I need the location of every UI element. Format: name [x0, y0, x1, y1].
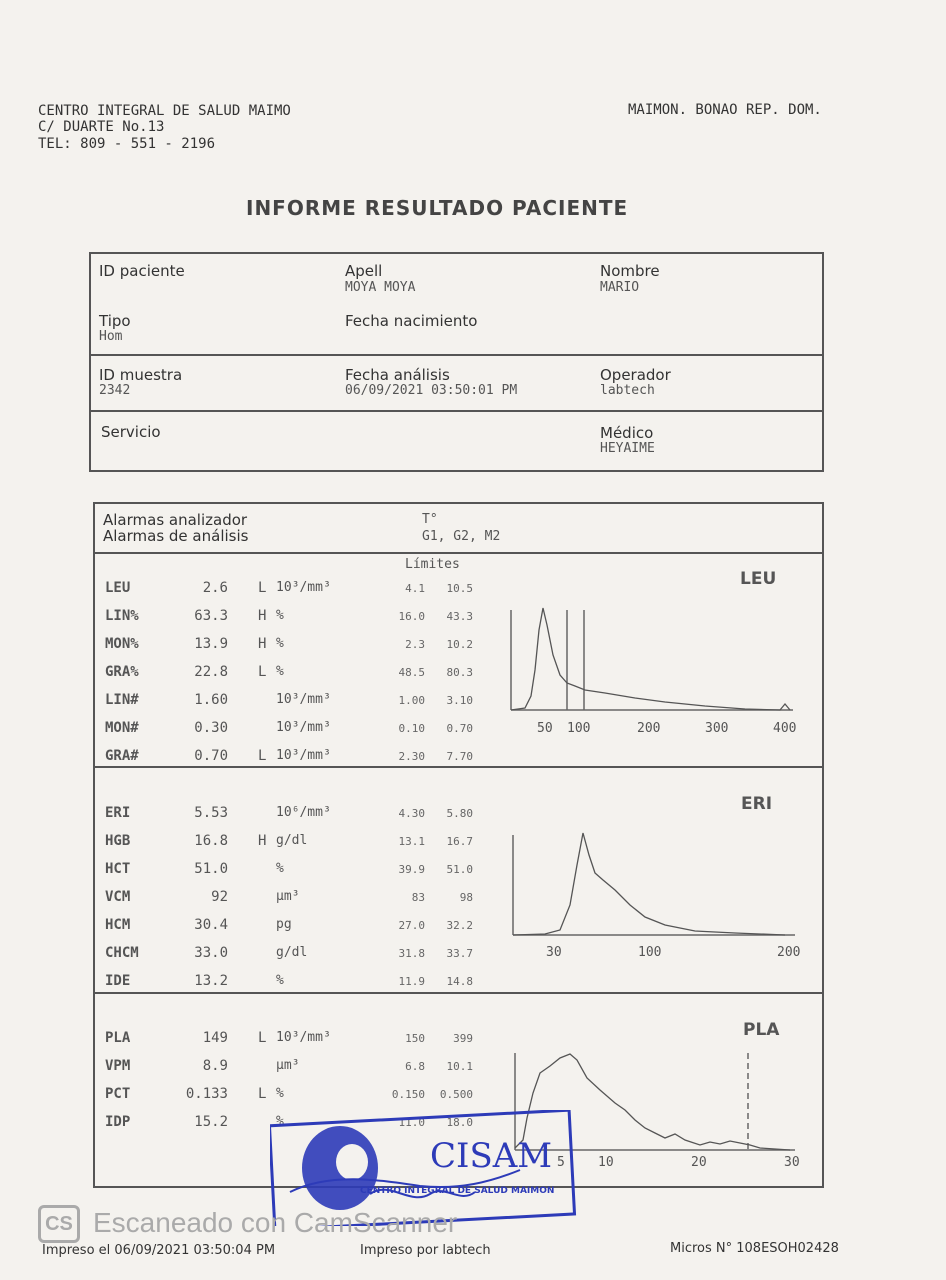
param-unit: %: [276, 1086, 284, 1101]
param-unit: µm³: [276, 1058, 300, 1073]
leu-tick: 200: [637, 721, 661, 736]
param-high-limit: 98: [459, 891, 473, 904]
pla-section-label: PLA: [743, 1020, 780, 1040]
param-high-limit: 10.2: [446, 638, 473, 651]
param-low-limit: 2.30: [398, 750, 425, 763]
leu-histogram: [505, 600, 805, 715]
param-name: HGB: [105, 833, 131, 849]
pla-tick: 20: [691, 1155, 707, 1170]
analysis-alarms-label: Alarmas de análisis: [103, 527, 249, 545]
type-value: Hom: [99, 329, 123, 344]
divider: [90, 354, 822, 356]
param-value: 149: [202, 1030, 228, 1046]
patient-id-label: ID paciente: [99, 262, 185, 280]
param-low-limit: 2.3: [405, 638, 425, 651]
printed-date: Impreso el 06/09/2021 03:50:04 PM: [42, 1243, 276, 1258]
param-low-limit: 0.10: [398, 722, 425, 735]
param-name: GRA%: [105, 664, 139, 680]
param-low-limit: 31.8: [398, 947, 425, 960]
param-low-limit: 27.0: [398, 919, 425, 932]
printed-by: Impreso por labtech: [360, 1243, 491, 1258]
param-high-limit: 0.500: [439, 1088, 473, 1101]
param-unit: %: [276, 664, 284, 679]
param-high-limit: 3.10: [446, 694, 473, 707]
stamp-brand: CISAM: [430, 1136, 553, 1176]
type-label: Tipo: [99, 312, 131, 330]
param-value: 63.3: [194, 608, 228, 624]
param-unit: 10³/mm³: [276, 1030, 331, 1045]
eri-tick: 200: [777, 945, 801, 960]
stamp-subtitle: CENTRO INTEGRAL DE SALUD MAIMON: [360, 1186, 555, 1196]
analysis-date-value: 06/09/2021 03:50:01 PM: [345, 383, 518, 398]
device-serial: Micros N° 108ESOH02428: [670, 1241, 839, 1256]
service-label: Servicio: [101, 423, 161, 441]
param-unit: 10³/mm³: [276, 748, 331, 763]
param-unit: 10³/mm³: [276, 692, 331, 707]
param-unit: µm³: [276, 889, 300, 904]
param-value: 0.30: [194, 720, 228, 736]
analysis-date-label: Fecha análisis: [345, 366, 450, 384]
param-value: 13.9: [194, 636, 228, 652]
param-name: LEU: [105, 580, 131, 596]
param-value: 13.2: [194, 973, 228, 989]
param-unit: 10³/mm³: [276, 720, 331, 735]
eri-section-label: ERI: [741, 794, 773, 814]
param-unit: 10³/mm³: [276, 580, 331, 595]
param-unit: %: [276, 1114, 284, 1129]
param-name: HCM: [105, 917, 131, 933]
param-low-limit: 0.150: [391, 1088, 425, 1101]
param-low-limit: 16.0: [398, 610, 425, 623]
param-name: LIN#: [105, 692, 139, 708]
param-name: IDP: [105, 1114, 131, 1130]
doctor-value: HEYAIME: [600, 441, 655, 456]
param-high-limit: 51.0: [446, 863, 473, 876]
param-unit: %: [276, 861, 284, 876]
param-unit: g/dl: [276, 945, 308, 960]
param-value: 16.8: [194, 833, 228, 849]
param-unit: pg: [276, 917, 292, 932]
param-high-limit: 43.3: [446, 610, 473, 623]
leu-tick: 300: [705, 721, 729, 736]
name-label: Nombre: [600, 262, 660, 280]
param-low-limit: 150: [405, 1032, 425, 1045]
param-value: 22.8: [194, 664, 228, 680]
param-name: VCM: [105, 889, 131, 905]
eri-tick: 100: [638, 945, 662, 960]
param-flag: L: [258, 580, 267, 596]
param-high-limit: 18.0: [446, 1116, 473, 1129]
operator-label: Operador: [600, 366, 671, 384]
param-high-limit: 16.7: [446, 835, 473, 848]
param-unit: 10⁶/mm³: [276, 805, 331, 820]
param-low-limit: 83: [411, 891, 425, 904]
param-name: LIN%: [105, 608, 139, 624]
param-low-limit: 48.5: [398, 666, 425, 679]
param-high-limit: 399: [453, 1032, 473, 1045]
analyzer-alarms-label: Alarmas analizador: [103, 511, 248, 529]
sample-label: ID muestra: [99, 366, 183, 384]
param-low-limit: 11.9: [398, 975, 425, 988]
param-value: 30.4: [194, 917, 228, 933]
divider: [94, 992, 822, 994]
param-name: MON#: [105, 720, 139, 736]
param-low-limit: 39.9: [398, 863, 425, 876]
param-low-limit: 13.1: [398, 835, 425, 848]
param-high-limit: 33.7: [446, 947, 473, 960]
pla-tick: 30: [784, 1155, 800, 1170]
eri-tick: 30: [546, 945, 562, 960]
param-unit: %: [276, 636, 284, 651]
param-low-limit: 1.00: [398, 694, 425, 707]
param-high-limit: 5.80: [446, 807, 473, 820]
leu-section-label: LEU: [740, 569, 777, 589]
param-value: 2.6: [202, 580, 228, 596]
eri-histogram: [505, 825, 805, 940]
limits-label: Límites: [405, 557, 460, 572]
param-name: PCT: [105, 1086, 131, 1102]
leu-curve: [511, 608, 790, 710]
param-name: MON%: [105, 636, 139, 652]
patient-info-box: [89, 252, 824, 472]
param-name: PLA: [105, 1030, 131, 1046]
temperature-label: T°: [422, 512, 438, 527]
divider: [94, 552, 822, 554]
name-value: MARIO: [600, 280, 640, 295]
operator-value: labtech: [600, 383, 655, 398]
leu-tick: 50: [537, 721, 553, 736]
clinic-address: C/ DUARTE No.13: [38, 119, 165, 135]
param-high-limit: 0.70: [446, 722, 473, 735]
param-name: GRA#: [105, 748, 139, 764]
param-value: 1.60: [194, 692, 228, 708]
param-high-limit: 80.3: [446, 666, 473, 679]
param-value: 5.53: [194, 805, 228, 821]
param-high-limit: 32.2: [446, 919, 473, 932]
param-flag: L: [258, 1086, 267, 1102]
surname-label: Apell: [345, 262, 383, 280]
scanner-watermark: Escaneado con CamScanner: [93, 1207, 458, 1238]
param-name: CHCM: [105, 945, 139, 961]
param-flag: H: [258, 636, 267, 652]
param-flag: H: [258, 833, 267, 849]
param-value: 51.0: [194, 861, 228, 877]
clinic-phone: TEL: 809 - 551 - 2196: [38, 136, 216, 152]
divider: [94, 766, 822, 768]
param-flag: L: [258, 748, 267, 764]
param-unit: %: [276, 608, 284, 623]
param-name: ERI: [105, 805, 131, 821]
dob-label: Fecha nacimiento: [345, 312, 478, 330]
analysis-alarms-value: G1, G2, M2: [422, 529, 501, 544]
leu-tick: 100: [567, 721, 591, 736]
clinic-location: MAIMON. BONAO REP. DOM.: [628, 102, 822, 118]
param-high-limit: 7.70: [446, 750, 473, 763]
surname-value: MOYA MOYA: [345, 280, 416, 295]
param-name: IDE: [105, 973, 131, 989]
param-high-limit: 14.8: [446, 975, 473, 988]
eri-curve: [513, 833, 785, 935]
doctor-label: Médico: [600, 424, 654, 442]
report-title: INFORME RESULTADO PACIENTE: [246, 196, 629, 220]
param-high-limit: 10.5: [446, 582, 473, 595]
param-value: 0.70: [194, 748, 228, 764]
param-low-limit: 4.1: [405, 582, 425, 595]
param-name: HCT: [105, 861, 131, 877]
param-value: 92: [211, 889, 228, 905]
param-value: 0.133: [185, 1086, 228, 1102]
pla-tick: 5: [557, 1155, 565, 1170]
param-value: 15.2: [194, 1114, 228, 1130]
leu-tick: 400: [773, 721, 797, 736]
param-flag: L: [258, 664, 267, 680]
divider: [90, 410, 822, 412]
param-unit: %: [276, 973, 284, 988]
clinic-name: CENTRO INTEGRAL DE SALUD MAIMO: [38, 103, 291, 119]
param-name: VPM: [105, 1058, 131, 1074]
param-low-limit: 6.8: [405, 1060, 425, 1073]
param-value: 33.0: [194, 945, 228, 961]
param-high-limit: 10.1: [446, 1060, 473, 1073]
camscanner-logo-icon: CS: [38, 1205, 80, 1243]
param-value: 8.9: [202, 1058, 228, 1074]
pla-tick: 10: [598, 1155, 614, 1170]
param-flag: L: [258, 1030, 267, 1046]
param-flag: H: [258, 608, 267, 624]
param-low-limit: 4.30: [398, 807, 425, 820]
param-low-limit: 11.0: [398, 1116, 425, 1129]
sample-value: 2342: [99, 383, 131, 398]
param-unit: g/dl: [276, 833, 308, 848]
